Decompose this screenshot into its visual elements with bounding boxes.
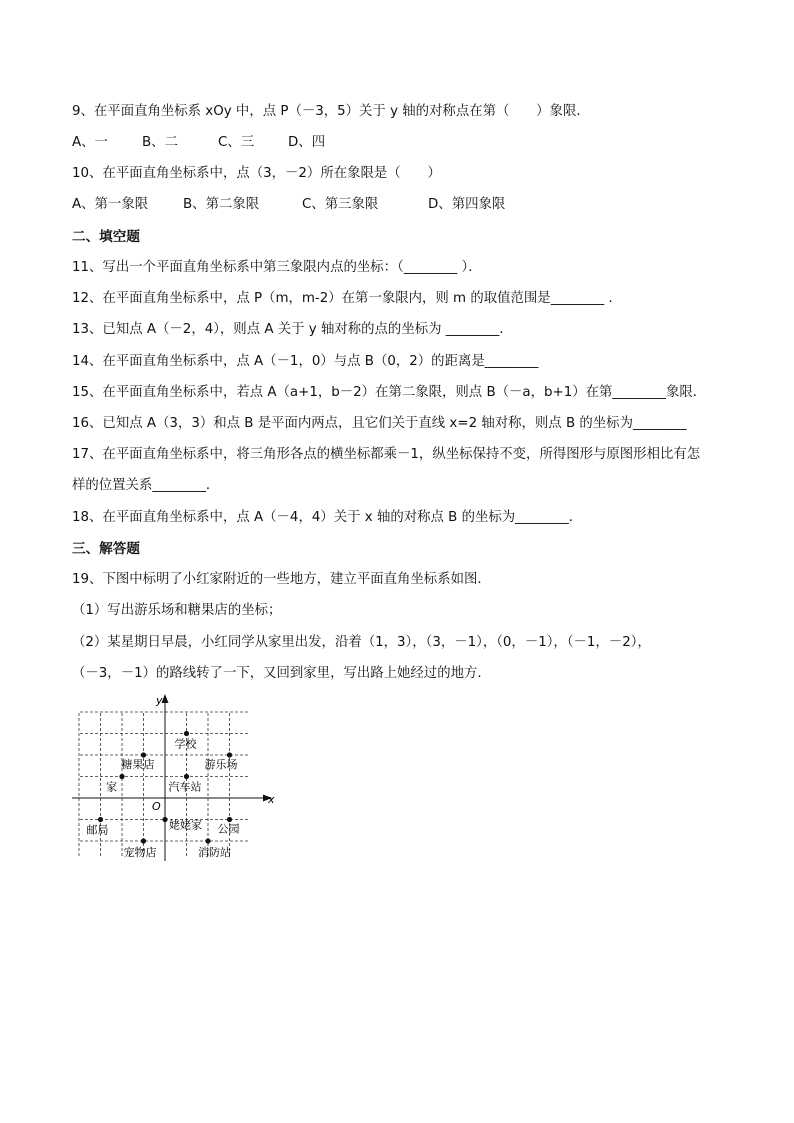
question-15: 15、在平面直角坐标系中，若点 A（a+1，b－2）在第二象限，则点 B（－a，b+1）在第________象限． [72, 385, 707, 400]
question-19-part-2-line-2: （－3，－1）的路线转了一下，又回到家里，写出路上她经过的地方． [72, 666, 491, 681]
option-a: A、一 [72, 135, 108, 150]
place-point [119, 774, 124, 779]
place-label: 糖果店 [121, 758, 155, 771]
place-point [184, 774, 189, 779]
option-b: B、第二象限 [183, 197, 260, 212]
option-d: D、四 [288, 135, 326, 150]
question-19: 19、下图中标明了小红家附近的一些地方，建立平面直角坐标系如图． [72, 572, 491, 587]
question-12: 12、在平面直角坐标系中，点 P（m，m-2）在第一象限内，则 m 的取值范围是________ ． [72, 291, 622, 306]
option-c: C、三 [218, 135, 255, 150]
place-label: 公园 [217, 822, 240, 836]
place-point [184, 731, 189, 736]
question-9-options [72, 134, 372, 152]
place-point [141, 838, 146, 843]
y-axis-label: y [156, 694, 163, 707]
place-label: 消防站 [198, 846, 231, 859]
option-d: D、第四象限 [428, 197, 506, 212]
y-axis [162, 694, 169, 861]
origin-label: O [152, 800, 161, 813]
place-label: 姥姥家 [169, 818, 202, 832]
place-point [227, 752, 232, 757]
x-axis-label: x [268, 793, 275, 806]
question-17-line-1: 17、在平面直角坐标系中，将三角形各点的横坐标都乘－1，纵坐标保持不变，所得图形与原图形相比有怎 [72, 447, 701, 462]
place-point [205, 838, 210, 843]
place-label: 邮局 [86, 823, 109, 837]
x-axis [72, 795, 272, 802]
place-label: 家 [106, 780, 117, 794]
places-layer [87, 731, 240, 859]
coordinate-map-figure [72, 690, 292, 870]
question-11: 11、写出一个平面直角坐标系中第三象限内点的坐标：（________ ）． [72, 260, 482, 275]
option-b: B、二 [142, 135, 178, 150]
section-fill-in-blank: 二、填空题 [72, 229, 140, 245]
option-c: C、第三象限 [302, 197, 379, 212]
place-label: 汽车站 [168, 780, 202, 794]
place-point [162, 817, 167, 822]
section-solve: 三、解答题 [72, 541, 140, 557]
question-17-line-2: 样的位置关系________． [72, 478, 220, 493]
question-18: 18、在平面直角坐标系中，点 A（－4，4）关于 x 轴的对称点 B 的坐标为________． [72, 510, 583, 525]
question-10-options [72, 196, 552, 214]
place-point [141, 752, 146, 757]
question-13: 13、已知点 A（－2，4），则点 A 关于 y 轴对称的点的坐标为 ________． [72, 322, 513, 337]
y-axis-arrow-icon [162, 694, 169, 703]
question-14: 14、在平面直角坐标系中，点 A（－1，0）与点 B（0，2）的距离是________ [72, 354, 539, 369]
option-a: A、第一象限 [72, 197, 149, 212]
question-9: 9、在平面直角坐标系 xOy 中，点 P（－3，5）关于 y 轴的对称点在第（ ）象限． [72, 104, 590, 119]
question-10: 10、在平面直角坐标系中，点（3，－2）所在象限是（ ） [72, 166, 441, 181]
place-label: 学校 [174, 737, 197, 751]
question-19-part-1: （1）写出游乐场和糖果店的坐标； [72, 603, 282, 618]
question-16: 16、已知点 A（3，3）和点 B 是平面内两点，且它们关于直线 x=2 轴对称，则点 B 的坐标为________ [72, 416, 687, 431]
question-19-part-2-line-1: （2）某星期日早晨，小红同学从家里出发，沿着（1，3），（3，－1），（0，－1），（－1，－2）， [72, 635, 651, 650]
place-point [98, 817, 103, 822]
place-point [227, 817, 232, 822]
place-label: 游乐场 [204, 758, 238, 771]
place-label: 宠物店 [123, 846, 157, 859]
